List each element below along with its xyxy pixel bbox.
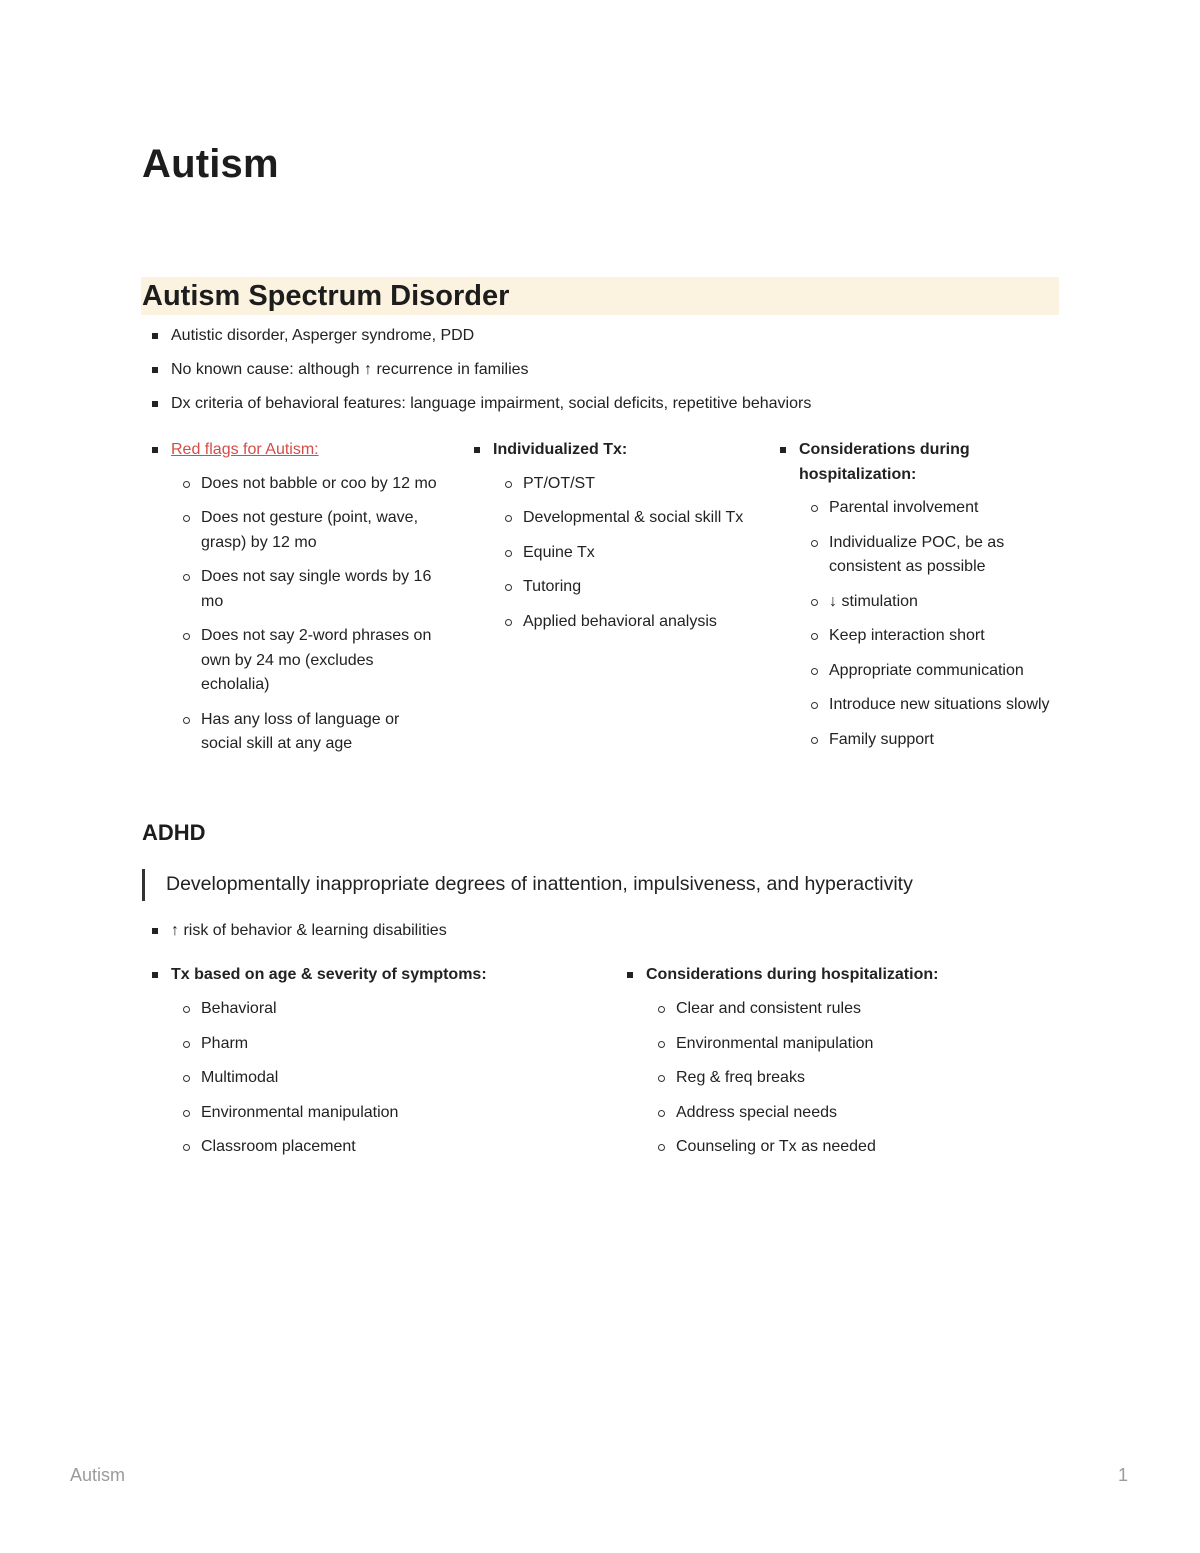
hospitalization-label: Considerations during hospitalization:: [799, 441, 970, 483]
treatment-sublist: [493, 472, 753, 635]
list-item: Address special needs: [646, 1101, 1076, 1126]
list-item: Family support: [799, 728, 1069, 753]
red-flags-column: [141, 438, 441, 767]
adhd-treatment-column: [141, 963, 601, 1170]
list-item: Has any loss of language or social skill at any age: [171, 708, 441, 757]
list-item: Autistic disorder, Asperger syndrome, PDD: [141, 324, 1059, 348]
adhd-treatment-sublist: [171, 997, 601, 1160]
footer-title: Autism: [70, 1465, 126, 1485]
hospitalization-item: [769, 438, 1069, 752]
list-item: No known cause: although ↑ recurrence in families: [141, 358, 1059, 382]
list-item: Applied behavioral analysis: [493, 610, 753, 635]
list-item: Does not say single words by 16 mo: [171, 565, 441, 614]
list-item: Developmental & social skill Tx: [493, 506, 753, 531]
adhd-definition-quote: Developmentally inappropriate degrees of inattention, impulsiveness, and hyperactivity: [142, 869, 1060, 901]
list-item: Keep interaction short: [799, 624, 1069, 649]
list-item: Does not say 2-word phrases on own by 24 mo (excludes echolalia): [171, 624, 441, 698]
page-title: Autism: [142, 142, 279, 186]
list-item: Individualize POC, be as consistent as possible: [799, 531, 1069, 580]
list-item: Introduce new situations slowly: [799, 693, 1069, 718]
list-item: Appropriate communication: [799, 659, 1069, 684]
list-item: Classroom placement: [171, 1135, 601, 1160]
list-item: Reg & freq breaks: [646, 1066, 1076, 1091]
list-item: Parental involvement: [799, 496, 1069, 521]
adhd-hospitalization-item: [616, 963, 1076, 1160]
adhd-treatment-label: Tx based on age & severity of symptoms:: [171, 966, 487, 983]
list-item: Behavioral: [171, 997, 601, 1022]
treatment-label: Individualized Tx:: [493, 441, 628, 458]
list-item: Multimodal: [171, 1066, 601, 1091]
red-flags-item: [141, 438, 441, 757]
list-item: Environmental manipulation: [171, 1101, 601, 1126]
list-item: Counseling or Tx as needed: [646, 1135, 1076, 1160]
list-item: Dx criteria of behavioral features: language impairment, social deficits, repetitive behaviors: [141, 392, 1059, 416]
asd-list: [141, 324, 1059, 426]
adhd-hospitalization-label: Considerations during hospitalization:: [646, 966, 939, 983]
treatment-item: [463, 438, 753, 634]
red-flags-sublist: [171, 472, 441, 757]
list-item: Pharm: [171, 1032, 601, 1057]
hospitalization-sublist: [799, 496, 1069, 752]
list-item: PT/OT/ST: [493, 472, 753, 497]
list-item: ↑ risk of behavior & learning disabilities: [141, 919, 1059, 943]
red-flags-label[interactable]: Red flags for Autism:: [171, 441, 319, 458]
page-number: 1: [1117, 1465, 1128, 1485]
list-item: Environmental manipulation: [646, 1032, 1076, 1057]
adhd-heading: ADHD: [142, 820, 206, 845]
adhd-treatment-item: [141, 963, 601, 1160]
adhd-hospitalization-sublist: [646, 997, 1076, 1160]
asd-heading: Autism Spectrum Disorder: [141, 277, 1059, 315]
list-item: Does not babble or coo by 12 mo: [171, 472, 441, 497]
list-item: Equine Tx: [493, 541, 753, 566]
treatment-column: [463, 438, 753, 644]
list-item: Clear and consistent rules: [646, 997, 1076, 1022]
list-item: ↓ stimulation: [799, 590, 1069, 615]
adhd-list: [141, 919, 1059, 943]
list-item: Does not gesture (point, wave, grasp) by 12 mo: [171, 506, 441, 555]
hospitalization-column: [769, 438, 1069, 762]
adhd-hospitalization-column: [616, 963, 1076, 1170]
list-item: Tutoring: [493, 575, 753, 600]
